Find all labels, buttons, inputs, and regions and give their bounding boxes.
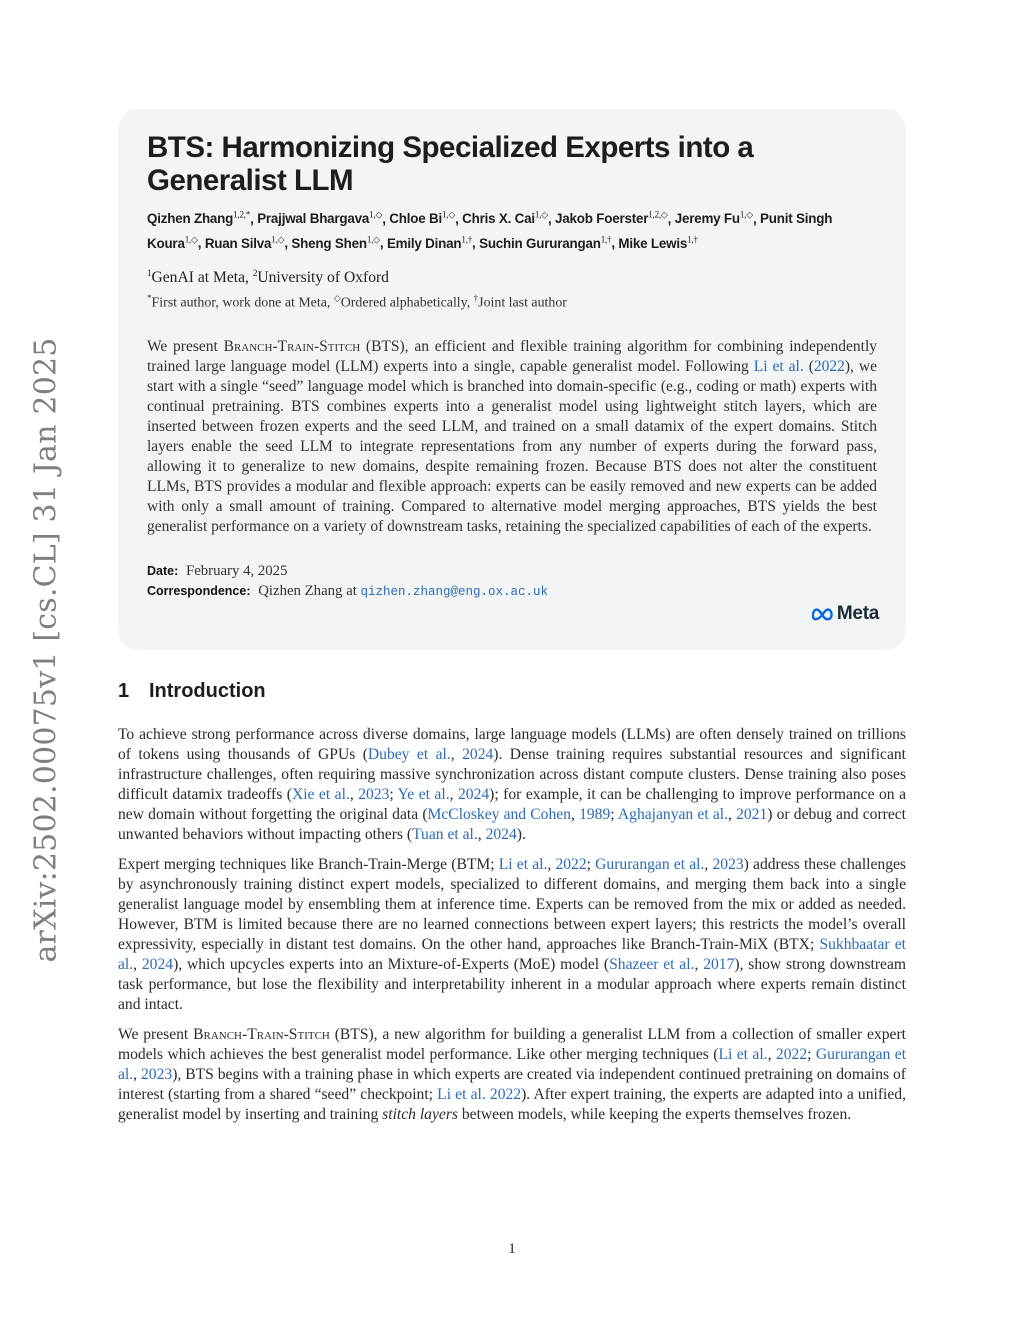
citation-link[interactable]: Li et al. (498, 856, 548, 873)
note-mark: ◇ (333, 293, 341, 304)
text-run: , (694, 956, 704, 973)
text-run: , (727, 806, 737, 823)
text-run: ), show strong downstream task performance, but lose the flexibility and interpretability inherent in a modular approach where experts remain distinct and intact. (118, 956, 907, 1013)
text-run: , (133, 956, 142, 973)
text-run: ; (807, 1046, 816, 1063)
citation-year-link[interactable]: 2022 (813, 357, 845, 375)
text-run: ), BTS begins with a training phase in which experts are created via independent continued pretraining on domains of interest (starting from a shared “seed” checkpoint; (118, 1066, 906, 1103)
citation-link[interactable]: 2023 (358, 786, 390, 803)
author-name: Sheng Shen (291, 235, 367, 251)
paper-title (147, 131, 877, 197)
author (205, 236, 285, 251)
arxiv-identifier: arXiv:2502.00075v1 [cs.CL] 31 Jan 2025 (28, 337, 64, 963)
paragraph (118, 1025, 906, 1125)
note-text: First author, work done at Meta, (151, 295, 334, 311)
text-run: , (767, 1046, 776, 1063)
author-notes (147, 288, 877, 314)
citation-link[interactable]: 2017 (703, 956, 735, 973)
text-run: We present (118, 1026, 194, 1043)
text-run: , (547, 856, 556, 873)
method-name: Branch-Train-Stitch (223, 337, 361, 355)
author (675, 211, 753, 226)
page-number: 1 (508, 1241, 516, 1257)
note-text: Ordered alphabetically, (340, 295, 474, 311)
author-affiliation-marks: 1,◇ (442, 210, 456, 220)
meta-logo (812, 603, 879, 625)
meta-logo-text: Meta (836, 603, 879, 624)
affiliation-text: GenAI at Meta, (151, 269, 253, 287)
date-row (147, 561, 877, 582)
citation-link[interactable]: Xie et al. (291, 786, 350, 803)
text-run: ). After expert training, the experts are adapted into a unified, generalist model by inserting and training (118, 1086, 906, 1123)
text-run: ) address these challenges by asynchronously training distinct expert models, specialized to different domains, and merging them back into a single generalist language model by ensembling them at inference time. Experts can be removed from the mix or added as needed. However, BTM is limited because there are no learned connections between expert layers; this restricts the model’s overall expressivity, especially in distant test domains. On the other hand, approaches like Branch-Train-MiX (BTX; (118, 856, 906, 953)
citation-link[interactable]: 2023 (712, 856, 744, 873)
author-name: Qizhen Zhang (147, 211, 234, 227)
citation-link[interactable]: Li et al. (718, 1046, 768, 1063)
citation-link[interactable]: Li et al. (753, 357, 804, 375)
author-affiliation-marks: 1,◇ (271, 234, 285, 245)
section-title-text: Introduction (149, 680, 266, 702)
text-run: between models, while keeping the experts themselves frozen. (457, 1106, 852, 1123)
text-run: To achieve strong performance across diverse domains, large language models (LLMs) are often densely trained on trillions of tokens using thousands of GPUs ( (118, 726, 906, 763)
date-value: February 4, 2025 (185, 562, 288, 579)
text-run: , (704, 856, 713, 873)
author-affiliation-marks: 1,◇ (534, 210, 548, 220)
paper-header-card (118, 109, 906, 650)
citation-link[interactable]: 2024 (485, 826, 517, 843)
citation-link[interactable]: 2022 (775, 1046, 808, 1063)
author (291, 236, 379, 251)
author (618, 236, 697, 251)
citation-link[interactable]: Tuan et al. (412, 826, 478, 843)
author-name: Punit Singh Koura (147, 211, 833, 251)
author-affiliation-marks: 1,◇ (739, 210, 753, 220)
author-affiliation-marks: 1,◇ (369, 210, 383, 220)
citation-link[interactable]: Gururangan et al. (595, 856, 705, 873)
text-run: ), which upcycles experts into an Mixture-of-Experts (MoE) model ( (173, 956, 610, 973)
citation-link[interactable]: Ye et al. (397, 786, 450, 803)
section-heading (118, 680, 266, 703)
affiliation-mark: 1 (147, 267, 152, 278)
citation-link[interactable]: 2021 (736, 806, 768, 823)
citation-link[interactable]: Li et al. 2022 (437, 1086, 522, 1103)
text-run: ). (516, 826, 526, 843)
author (147, 211, 250, 226)
citation-link[interactable]: 1989 (579, 806, 611, 823)
author (389, 211, 455, 226)
note-text: Joint last author (478, 295, 567, 311)
meta-infinity-logo-icon (812, 608, 834, 621)
author-name: Ruan Silva (204, 235, 272, 251)
author (555, 211, 668, 226)
correspondence-name: Qizhen Zhang at (258, 583, 361, 600)
introduction-body (118, 725, 906, 1135)
citation-link[interactable]: Dubey et al. (367, 746, 451, 763)
text-run: , (450, 746, 463, 763)
author-name: Chloe Bi (389, 211, 442, 227)
correspondence-row (147, 581, 877, 603)
citation-link[interactable]: Gururangan et al. (118, 1046, 907, 1083)
text-run: ; (610, 806, 618, 823)
correspondence-email-link[interactable]: qizhen.zhang@eng.ox.ac.uk (360, 585, 549, 600)
citation-link[interactable]: Aghajanyan et al. (617, 806, 728, 823)
citation-link[interactable]: McCloskey and Cohen (427, 806, 571, 823)
affiliations (147, 263, 877, 288)
author (387, 236, 472, 251)
text-run: , (133, 1066, 141, 1083)
author-name: Jeremy Fu (674, 211, 740, 227)
affiliation-mark: 2 (252, 267, 258, 278)
text-run: ) or debug and correct unwanted behaviors without impacting others ( (118, 806, 907, 843)
author-name: Emily Dinan (386, 235, 462, 251)
section-number: 1 (118, 680, 130, 702)
citation-link[interactable]: 2022 (555, 856, 587, 873)
citation-link[interactable]: 2024 (462, 746, 494, 763)
author-name: Prajjwal Bhargava (257, 211, 370, 227)
affiliation-text: University of Oxford (257, 269, 389, 287)
date-label: Date: (147, 563, 179, 578)
author-affiliation-marks: 1,† (687, 234, 698, 245)
emphasis-text: stitch layers (382, 1106, 458, 1123)
method-name: Branch-Train-Stitch (193, 1026, 330, 1043)
note-mark: * (147, 293, 152, 304)
text-run: ; (389, 786, 398, 803)
correspondence-label: Correspondence: (147, 584, 251, 599)
title-line-1: BTS: Harmonizing Specialized Experts into a (147, 131, 754, 164)
title-line-2: Generalist LLM (147, 164, 354, 197)
citation-link[interactable]: 2024 (141, 956, 174, 973)
author-name: Mike Lewis (618, 235, 688, 251)
citation-link[interactable]: Sukhbaatar et al. (118, 936, 906, 973)
text-run: , (477, 826, 486, 843)
paper-metadata (147, 561, 877, 603)
author-affiliation-marks: 1,† (600, 234, 612, 245)
citation-link[interactable]: 2023 (141, 1066, 173, 1083)
author-affiliation-marks: 1,† (461, 234, 473, 245)
text-run: Expert merging techniques like Branch-Train-Merge (BTM; (118, 856, 499, 873)
text-run: (BTS), a new algorithm for building a generalist LLM from a collection of smaller expert models which achieves the best generalist model performance. Like other merging techniques ( (118, 1026, 906, 1063)
author (479, 236, 611, 251)
author-affiliation-marks: 1,◇ (366, 234, 380, 245)
paragraph (118, 725, 906, 845)
author-affiliation-marks: 1,2,◇ (648, 210, 668, 220)
author-name: Suchin Gururangan (479, 235, 601, 251)
author-affiliation-marks: 1,2,* (233, 210, 251, 220)
citation-link[interactable]: 2024 (457, 786, 490, 803)
author-list: Qizhen Zhang$^{1,2,*}$, Prajjwal Bhargava$^{1,◇}$, Chloe $Bi^{1,◇}$, Chris X. Cai$^{1,◇}$, Jakob Foerster$^{1,2,◇}$, Jeremy $Fu^{1,◇}$, Punit Singh Koura$^{1,◇}$, Ruan Silva$^{1,◇}$, Sheng Shen$^{1,◇}$, Emily Dinan$^{1,\dagger}$, Suchin Gururangan$^{1,\dagger}$, Mike Lewis$^{1,\dagger}$ (147, 210, 833, 251)
author-name: Jakob Foerster (555, 211, 649, 227)
citation-link[interactable]: Shazeer et al. (609, 956, 695, 973)
author (257, 211, 382, 226)
author (462, 211, 548, 226)
text-run: ; (586, 856, 596, 873)
text-run: ); for example, it can be challenging to improve performance on a new domain without forgetting the original data ( (118, 786, 906, 823)
paragraph (118, 855, 906, 1015)
text-run: ). Dense training requires substantial resources and significant infrastructure challenges, often requiring massive synchronization across distant compute clusters. Dense training also poses difficult datamix tradeoffs ( (118, 746, 907, 803)
abstract: We present Branch-Train-Stitch (BTS), an efficient and flexible training algorithm for combining independently trained large language model (LLM) experts into a single, capable generalist model. Following Li et al. (2022), we start with a single “seed” language model which is branched into domain-specific (e.g., coding or math) experts with continual pretraining. BTS combines experts into a generalist model using lightweight stitch layers, which are inserted between frozen experts and the seed LLM, and trained on a small datamix of the expert domains. Stitch layers enable the seed LLM to integrate representations from any number of experts during the forward pass, allowing it to generalize to new domains, despite remaining frozen. Because BTS does not alter the constituent LLMs, BTS provides a modular and flexible approach: experts can be easily removed and new experts can be added with only a small amount of training. Compared to alternative model merging approaches, BTS yields the best generalist performance on a variety of downstream tasks, retaining the specialized capabilities of each of the experts. (147, 337, 878, 535)
author-affiliation-marks: 1,◇ (184, 234, 198, 245)
text-run: , (349, 786, 359, 803)
note-mark: † (473, 293, 479, 304)
text-run: , (449, 786, 458, 803)
text-run: , (570, 806, 580, 823)
author-name: Chris X. Cai (462, 211, 535, 227)
